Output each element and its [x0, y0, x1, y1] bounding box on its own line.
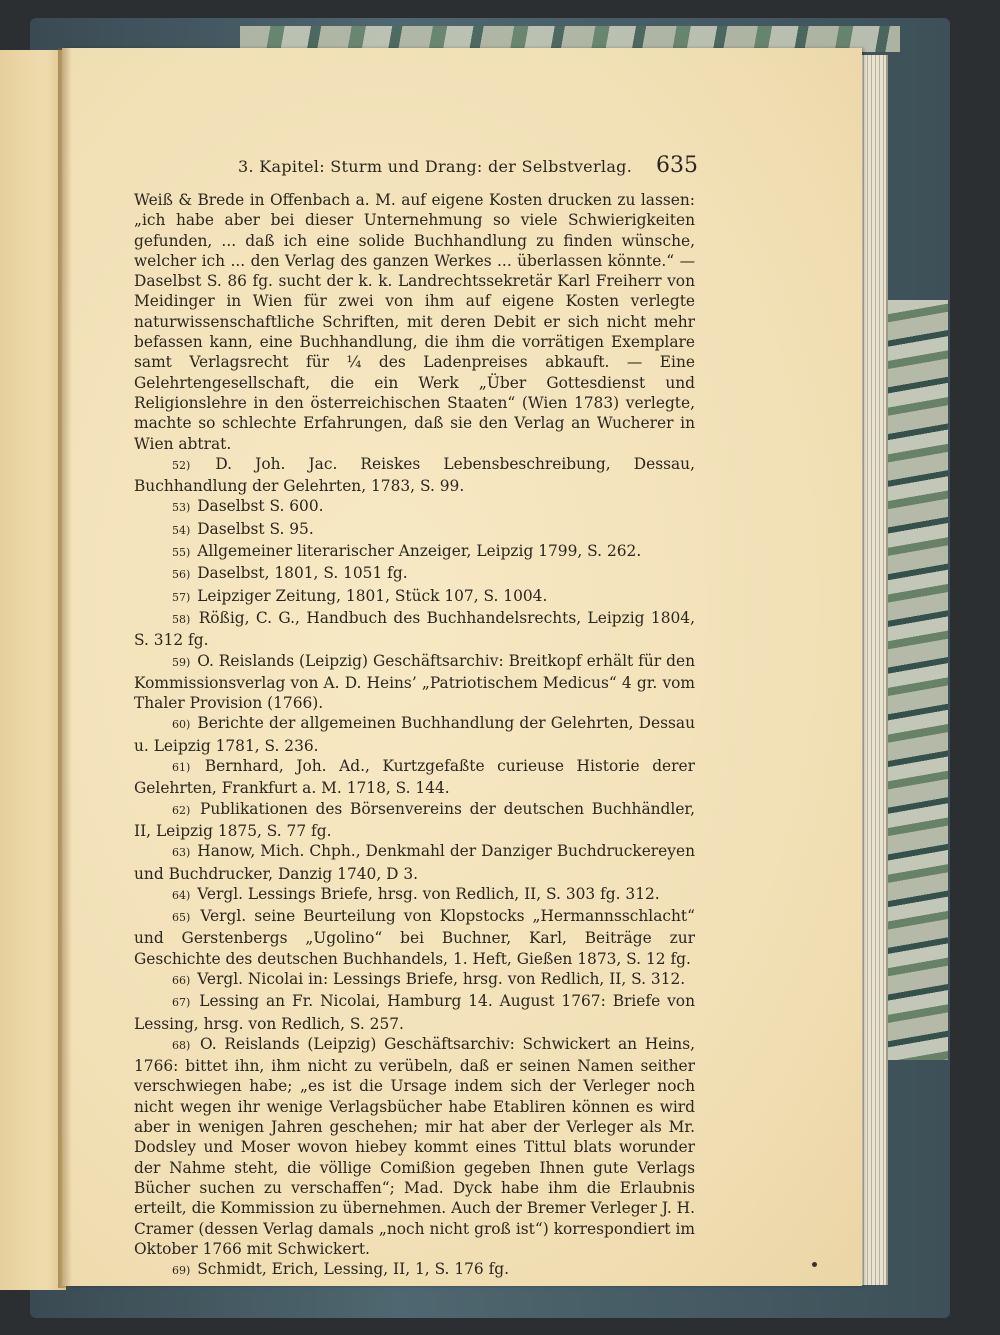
footnote: [134, 454, 695, 497]
footnote-number: 63): [172, 846, 191, 860]
footnote-number: 58): [172, 612, 191, 626]
footnote-text: O. Reislands (Leipzig) Geschäftsarchiv: Schwickert an Heins, 1766: bittet ihn, ihm nicht zu verübeln, daß er seinen Namen seither verschwiegen habe; „es ist die Ursage indem sich der Verleger noch nicht wegen ihr wenige Verlagsbücher habe Etabliren können es wird aber in wenigen Jahren geschehen; mir hat aber der Verleger als Mr. Dodsley und Moser wovon hiebey kommt eines Tittul blats worunder der Nahme steht, die völlige Comißion gegeben Ihnen gute Verlags Bücher suchen zu verschaffen“; Mad. Dyck habe ihm die Erlaubnis erteilt, die Kommission zu übernehmen. Auch der Bremer Verleger J. H. Cramer (dessen Verlag damals „noch nicht groß ist“) korrespondiert im Oktober 1766 mit Schwickert.: [134, 1034, 695, 1258]
footnote: [134, 756, 695, 799]
header-title: 3. Kapitel: Sturm und Drang: der Selbstverlag.: [238, 157, 633, 176]
footnote-number: 69): [172, 1264, 191, 1278]
footnote: [134, 563, 695, 585]
footnote: [134, 1259, 695, 1281]
footnote-text: O. Reislands (Leipzig) Geschäftsarchiv: Breitkopf erhält für den Kommissionsverlag von A. D. Heins’ „Patriotischem Medicus“ 4 gr. vom Thaler Provision (1766).: [134, 651, 695, 713]
footnote-number: 52): [172, 458, 191, 472]
left-page: [0, 50, 66, 1290]
footnote-number: 55): [172, 546, 191, 560]
running-header: [238, 153, 698, 181]
footnote: [134, 519, 695, 541]
footnote-text: Bernhard, Joh. Ad., Kurtzgefaßte curieuse Historie derer Gelehrten, Frankfurt a. M. 1718, S. 144.: [134, 757, 695, 798]
ink-speck: [812, 1262, 817, 1267]
footnote-number: 64): [172, 888, 191, 902]
footnote-text: D. Joh. Jac. Reiskes Lebensbeschreibung, Dessau, Buchhandlung der Gelehrten, 1783, S. 99.: [134, 454, 695, 496]
footnote: [134, 541, 695, 563]
footnote-number: 66): [172, 973, 191, 987]
gutter-shadow: [58, 48, 72, 1288]
footnote-number: 68): [172, 1038, 191, 1052]
footnote-text: Leipziger Zeitung, 1801, Stück 107, S. 1004.: [197, 586, 548, 605]
footnote: [134, 496, 695, 518]
footnote-text: Schmidt, Erich, Lessing, II, 1, S. 176 fg.: [197, 1260, 510, 1279]
footnote-number: 61): [172, 761, 191, 775]
footnote-number: 60): [172, 718, 191, 732]
footnote-text: Vergl. Nicolai in: Lessings Briefe, hrsg. von Redlich, II, S. 312.: [197, 969, 686, 988]
footnote: [134, 651, 695, 714]
footnote-text: Daselbst S. 95.: [197, 519, 314, 538]
footnote: [134, 586, 695, 608]
opening-paragraph: Weiß & Brede in Offenbach a. M. auf eigene Kosten drucken zu lassen: „ich habe aber bei dieser Unternehmung so viele Schwierigkeiten gefunden, ... daß ich eine solide Buchhandlung zu finden wünsche, welcher ich ... den Verlag des ganzen Werkes ... überlassen könnte.“ — Daselbst S. 86 fg. sucht der k. k. Landrechtssekretär Karl Freiherr von Meidinger in Wien für zwei von ihm auf eigene Kosten verlegte naturwissenschaftliche Schriften, mit deren Debit er sich nicht mehr befassen kann, eine Buchhandlung, die ihm die vorrätigen Exemplare samt Verlagsrecht für ¼ des Ladenpreises abkauft. — Eine Gelehrtengesellschaft, die ein Werk „Über Gottesdienst und Religionslehre in den österreichischen Staaten“ (Wien 1783) verlegte, machte so schlechte Erfahrungen, daß sie den Verlag an Wucherer in Wien abtrat.: [134, 191, 695, 453]
footnote-text: Hanow, Mich. Chph., Denkmahl der Danziger Buchdruckereyen und Buchdrucker, Danzig 1740, D 3.: [134, 842, 695, 883]
marbled-edge-right: [888, 300, 948, 1060]
footnote: [134, 991, 695, 1034]
footnote-text: Rößig, C. G., Handbuch des Buchhandelsrechts, Leipzig 1804, S. 312 fg.: [134, 608, 695, 650]
footnote: [134, 713, 695, 756]
footnote: [134, 799, 695, 842]
footnote-number: 59): [172, 655, 191, 669]
footnote-text: Berichte der allgemeinen Buchhandlung der Gelehrten, Dessau u. Leipzig 1781, S. 236.: [134, 714, 695, 755]
footnote-number: 62): [172, 803, 191, 817]
footnote-text: Publikationen des Börsenvereins der deutschen Buchhändler, II, Leipzig 1875, S. 77 fg.: [134, 799, 695, 840]
footnote-number: 54): [172, 523, 191, 537]
page-number: 635: [656, 153, 698, 178]
footnote-number: 65): [172, 911, 191, 925]
footnote: [134, 969, 695, 991]
footnote-text: Lessing an Fr. Nicolai, Hamburg 14. August 1767: Briefe von Lessing, hrsg. von Redlich, S. 257.: [134, 992, 695, 1033]
footnote: [134, 608, 695, 651]
footnote-number: 56): [172, 568, 191, 582]
footnote: [134, 1034, 695, 1259]
footnote-number: 67): [172, 996, 191, 1010]
page-body: [134, 190, 695, 1281]
footnote-text: Daselbst S. 600.: [197, 497, 324, 516]
footnote: [134, 906, 695, 969]
footnotes-list: [134, 454, 695, 1282]
footnote-text: Vergl. Lessings Briefe, hrsg. von Redlich, II, S. 303 fg. 312.: [197, 884, 660, 903]
footnote: [134, 884, 695, 906]
footnote-number: 57): [172, 590, 191, 604]
footnote-text: Allgemeiner literarischer Anzeiger, Leipzig 1799, S. 262.: [197, 542, 642, 561]
footnote: [134, 841, 695, 884]
footnote-text: Vergl. seine Beurteilung von Klopstocks „Hermannsschlacht“ und Gerstenbergs „Ugolino“ bei Buchner, Karl, Beiträge zur Geschichte des deutschen Buchhandels, 1. Heft, Gießen 1873, S. 12 fg.: [134, 907, 695, 968]
footnote-text: Daselbst, 1801, S. 1051 fg.: [197, 564, 408, 583]
footnote-number: 53): [172, 501, 191, 515]
